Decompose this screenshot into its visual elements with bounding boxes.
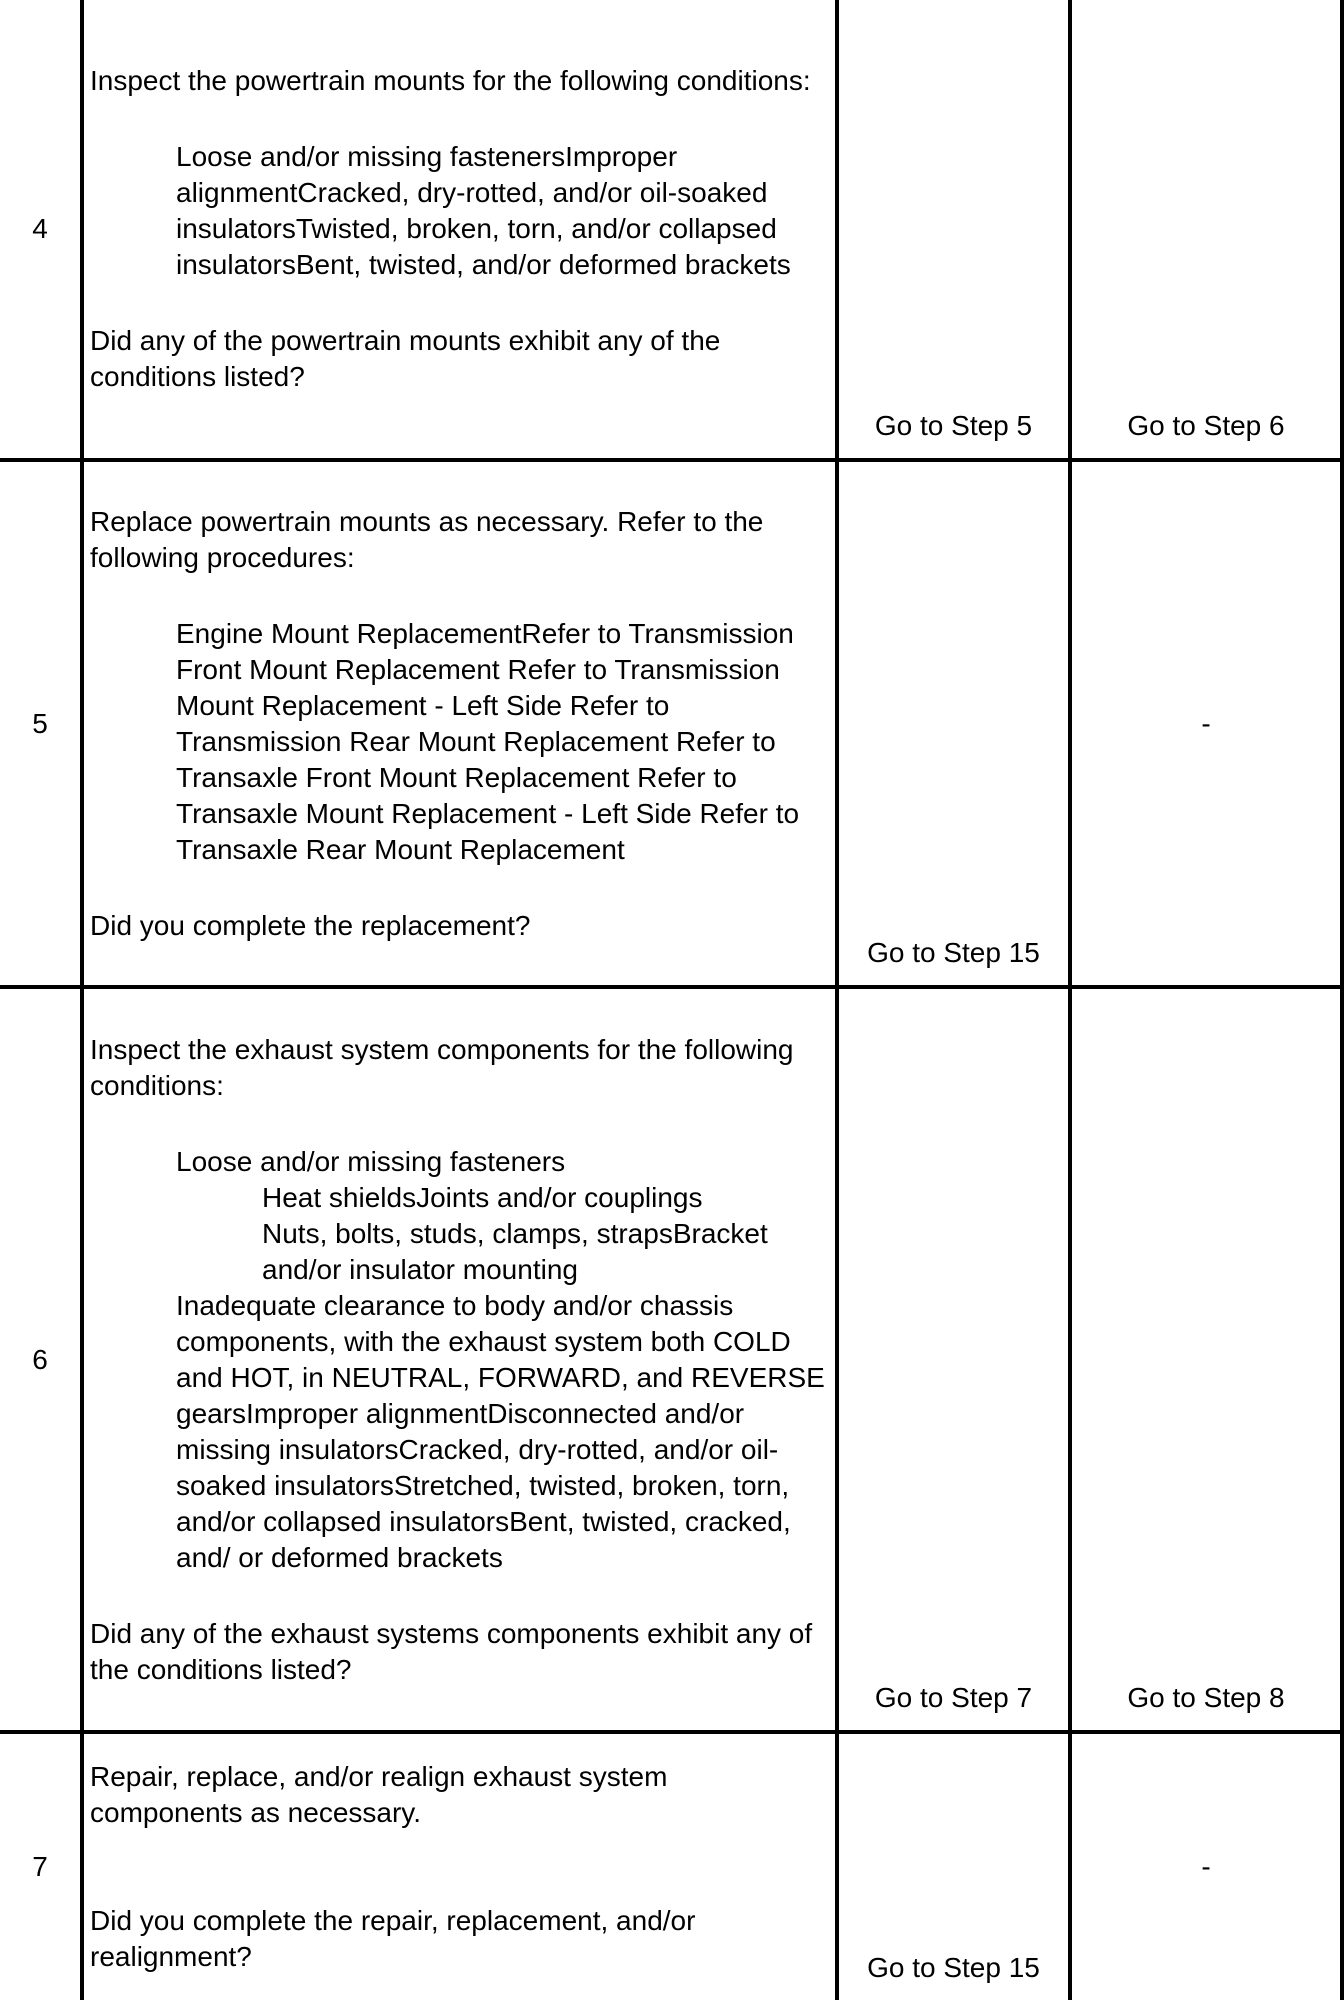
step-intro: Inspect the powertrain mounts for the following conditions: [90, 65, 811, 96]
table-row-step-5 [0, 460, 1342, 987]
condition-item: Inadequate clearance to body and/or chassis components, with the exhaust system both COLD and HOT, in NEUTRAL, FORWARD, and REVERSE gearsImproper alignmentDisconnected and/or missing insulatorsCracked, dry-rotted, and/or oil-soaked insulatorsStretched, twisted, broken, torn, and/or collapsed insulatorsBent, twisted, cracked, and/ or deformed brackets [176, 1289, 825, 1573]
step-number: 5 [0, 460, 82, 987]
step-no-result: - [1070, 1732, 1342, 2000]
step-no-result: Go to Step 8 [1070, 987, 1342, 1732]
step-number: 4 [0, 0, 82, 460]
step-number: 7 [0, 1732, 82, 2000]
condition-subitem: Nuts, bolts, studs, clamps, strapsBracket and/or insulator mounting [262, 1217, 768, 1285]
step-intro: Repair, replace, and/or realign exhaust system components as necessary. [90, 1761, 668, 1828]
step-yes-result: Go to Step 5 [837, 0, 1070, 460]
step-number: 6 [0, 987, 82, 1732]
table-row-step-4 [0, 0, 1342, 460]
step-yes-result: Go to Step 7 [837, 987, 1070, 1732]
table-row-step-7 [0, 1732, 1342, 2000]
condition-list [176, 1144, 827, 1576]
condition-list [176, 139, 827, 283]
step-no-result: Go to Step 6 [1070, 0, 1342, 460]
condition-subitem: Heat shieldsJoints and/or couplings [262, 1181, 703, 1213]
condition-item: Loose and/or missing fasteners [176, 1145, 566, 1177]
table-row-step-6 [0, 987, 1342, 1732]
step-question: Did any of the powertrain mounts exhibit any of the conditions listed? [90, 325, 721, 392]
step-action [82, 987, 837, 1732]
step-yes-result: Go to Step 15 [837, 1732, 1070, 2000]
step-yes-result: Go to Step 15 [837, 460, 1070, 987]
procedure-list [176, 616, 827, 868]
procedure-item: Engine Mount ReplacementRefer to Transmission Front Mount Replacement Refer to Transmission Mount Replacement - Left Side Refer to Transmission Rear Mount Replacement Refer to Transaxle Front Mount Replacement Refer to Transaxle Mount Replacement - Left Side Refer to Transaxle Rear Mount Replacement [176, 617, 800, 865]
step-question: Did any of the exhaust systems components exhibit any of the conditions listed? [90, 1617, 813, 1685]
step-intro: Replace powertrain mounts as necessary. Refer to the following procedures: [90, 505, 764, 573]
step-intro: Inspect the exhaust system components for the following conditions: [90, 1033, 794, 1101]
step-action [82, 1732, 837, 2000]
step-action [82, 0, 837, 460]
condition-item: Loose and/or missing fastenersImproper alignmentCracked, dry-rotted, and/or oil-soaked insulatorsTwisted, broken, torn, and/or collapsed insulatorsBent, twisted, and/or deformed brackets [176, 141, 791, 280]
step-no-result: - [1070, 460, 1342, 987]
step-action [82, 460, 837, 987]
step-question: Did you complete the repair, replacement, and/or realignment? [90, 1905, 696, 1972]
condition-sublist [262, 1180, 827, 1288]
step-question: Did you complete the replacement? [90, 909, 531, 941]
